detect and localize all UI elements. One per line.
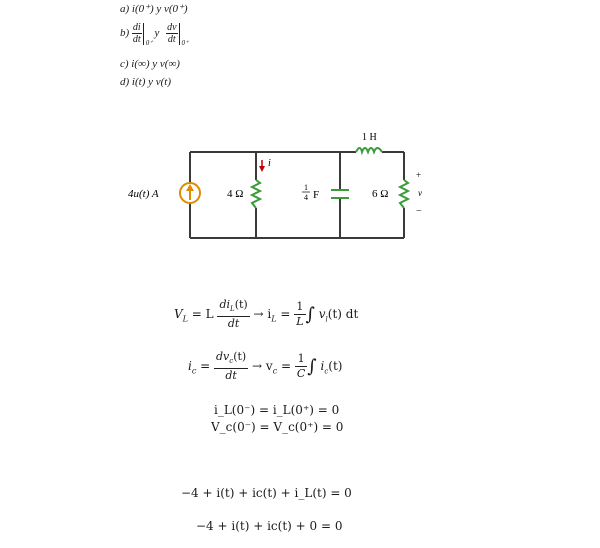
question-c: c) i(∞) y v(∞) xyxy=(120,58,180,70)
one-over-L-fraction: $\frac{1}{L}$ xyxy=(296,300,304,329)
current-source-symbol xyxy=(180,183,200,203)
diL-dt-fraction: $\frac{di_L(t)}{dt}$ xyxy=(219,298,248,331)
eval-bar-1: 0⁺ xyxy=(143,23,144,45)
cap-frac-num: 1 xyxy=(304,183,308,192)
cap-frac-den: 4 xyxy=(304,193,308,202)
question-a: a) i(0⁺) y v(0⁺) xyxy=(120,3,188,15)
dvc-dt-fraction: $\frac{dv_c(t)}{dt}$ xyxy=(216,350,247,383)
equation-il-initial: i_L(0⁻) = i_L(0⁺) = 0 xyxy=(214,403,340,417)
equation-kcl-2: −4 + i(t) + ic(t) + 0 = 0 xyxy=(196,519,343,533)
circuit-diagram xyxy=(0,120,600,370)
equation-capacitor: $i_c$ = $\frac{dv_c(t)}{dt}$ → $v_c$ = $\frac{1}{C}$ ∫ $i_c(t)$ xyxy=(188,350,343,383)
question-d: d) i(t) y v(t) xyxy=(120,76,171,88)
inductor-label: 1 H xyxy=(362,132,377,143)
dv-num: dv xyxy=(167,22,177,33)
voltage-label: v xyxy=(418,188,422,198)
eval-bar-2: 0⁺ xyxy=(179,23,180,45)
equation-kcl-1: −4 + i(t) + ic(t) + i_L(t) = 0 xyxy=(181,486,352,500)
resistor-4ohm-symbol xyxy=(252,180,260,208)
dv-den: dt xyxy=(167,34,176,45)
equation-inductor: $V_L = L$ $\frac{di_L(t)}{dt}$ → $i_L$ = $\frac{1}{L}$ ∫ $v_l(t)$ dt xyxy=(174,298,359,331)
di-dt-fraction xyxy=(132,22,142,45)
source-label: 4u(t) A xyxy=(128,188,159,200)
question-b-prefix: b) xyxy=(120,27,130,40)
resistor-4ohm-label: 4 Ω xyxy=(227,188,244,200)
dv-dt-fraction xyxy=(166,22,177,45)
one-over-C-fraction: $\frac{1}{C}$ xyxy=(296,352,306,381)
resistor-6ohm-label: 6 Ω xyxy=(372,188,389,200)
resistor-6ohm-symbol xyxy=(400,180,408,208)
question-b xyxy=(120,22,189,47)
voltage-plus-sign: + xyxy=(416,170,422,180)
question-b-conj: y xyxy=(154,27,160,40)
capacitor-symbol xyxy=(331,190,349,198)
current-label: i xyxy=(268,158,271,169)
di-den: dt xyxy=(132,34,141,45)
capacitor-unit-label: F xyxy=(313,189,320,201)
inductor-symbol xyxy=(356,148,382,152)
equation-vc-initial: V_c(0⁻) = V_c(0⁺) = 0 xyxy=(211,420,344,434)
voltage-minus-sign: − xyxy=(416,206,422,217)
di-num: di xyxy=(132,22,141,33)
